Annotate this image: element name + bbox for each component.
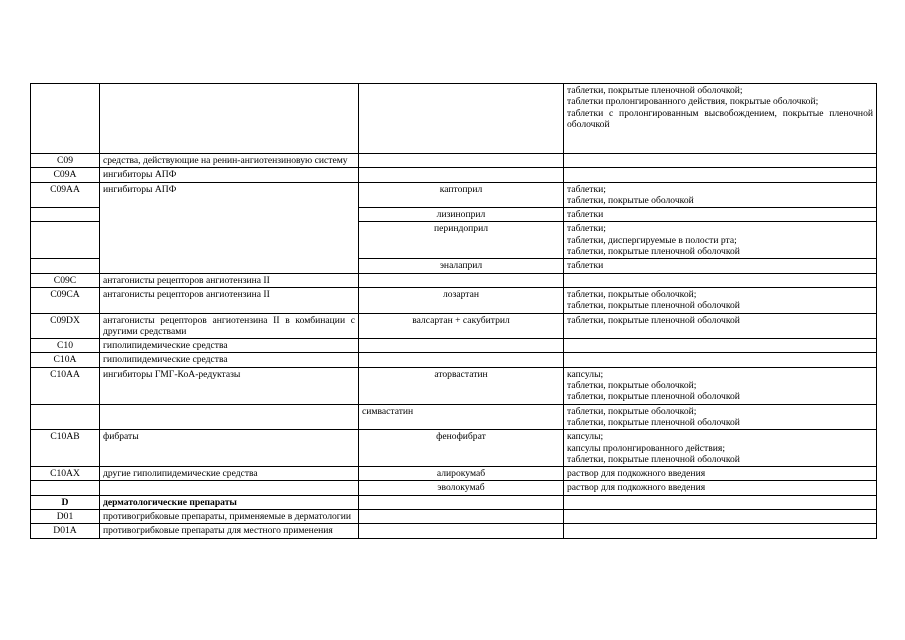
- group-cell: антагонисты рецепторов ангиотензина II: [100, 273, 359, 287]
- atc-code-cell: [31, 259, 100, 273]
- group-cell: дерматологические препараты: [100, 495, 359, 509]
- substance-cell: алирокумаб: [359, 467, 564, 481]
- atc-code-cell: [31, 84, 100, 154]
- dosage-form-line: таблетки, покрытые оболочкой;: [567, 288, 697, 300]
- dosage-form-cell: [564, 182, 877, 208]
- dosage-form-cell: [564, 367, 877, 404]
- atc-code-cell: [31, 404, 100, 430]
- substance-cell: валсартан + сакубитрил: [359, 313, 564, 339]
- atc-code-cell: C10AX: [31, 467, 100, 481]
- group-cell: ингибиторы ГМГ-КоА-редуктазы: [100, 367, 359, 404]
- group-cell: другие гиполипидемические средства: [100, 467, 359, 481]
- dosage-form-cell: [564, 287, 877, 313]
- dosage-form-line: таблетки, покрытые оболочкой: [567, 194, 694, 206]
- substance-cell: лизиноприл: [359, 208, 564, 222]
- atc-code-cell: D01: [31, 510, 100, 524]
- substance-cell: симвастатин: [359, 404, 564, 430]
- dosage-form-line: таблетки с пролонгированным высвобождением, покрытые пленочной оболочкой: [567, 107, 873, 130]
- substance-cell: [359, 168, 564, 182]
- dosage-form-line: таблетки: [567, 209, 604, 221]
- atc-code-cell: [31, 222, 100, 259]
- dosage-form-line: таблетки, покрытые оболочкой;: [567, 380, 697, 392]
- group-cell: фибраты: [100, 430, 359, 467]
- dosage-form-line: таблетки, покрытые пленочной оболочкой: [567, 453, 740, 465]
- atc-code-cell: D01A: [31, 524, 100, 538]
- atc-code-cell: C10AA: [31, 367, 100, 404]
- group-cell: средства, действующие на ренин-ангиотензиновую систему: [100, 154, 359, 168]
- group-cell: противогрибковые препараты, применяемые в дерматологии: [100, 510, 359, 524]
- substance-cell: [359, 154, 564, 168]
- table-row: [31, 313, 877, 339]
- table-row: [31, 154, 877, 168]
- group-cell: [100, 404, 359, 430]
- dosage-form-cell: [564, 273, 877, 287]
- dosage-form-line: таблетки, покрытые пленочной оболочкой;: [567, 85, 743, 96]
- atc-code-cell: C09: [31, 154, 100, 168]
- table-row: [31, 367, 877, 404]
- dosage-form-cell: [564, 404, 877, 430]
- dosage-form-line: таблетки пролонгированного действия, покрытые оболочкой;: [567, 96, 819, 108]
- table-row: [31, 467, 877, 481]
- table-row: [31, 404, 877, 430]
- substance-cell: [359, 510, 564, 524]
- group-cell: гиполипидемические средства: [100, 353, 359, 367]
- substance-cell: периндоприл: [359, 222, 564, 259]
- document-page: [30, 83, 876, 539]
- dosage-form-cell: [564, 313, 877, 339]
- atc-code-cell: C09CA: [31, 287, 100, 313]
- dosage-form-line: таблетки, покрытые оболочкой;: [567, 405, 697, 417]
- dosage-form-cell: [564, 154, 877, 168]
- atc-code-cell: C09DX: [31, 313, 100, 339]
- group-cell: гиполипидемические средства: [100, 339, 359, 353]
- dosage-form-cell: [564, 84, 877, 154]
- dosage-form-line: раствор для подкожного введения: [567, 482, 706, 494]
- table-row: [31, 182, 877, 208]
- group-cell: антагонисты рецепторов ангиотензина II: [100, 287, 359, 313]
- atc-code-cell: [31, 481, 100, 495]
- table-row: [31, 495, 877, 509]
- dosage-form-line: таблетки: [567, 260, 604, 272]
- atc-code-cell: C09AA: [31, 182, 100, 208]
- table-row: [31, 481, 877, 495]
- table-row: [31, 287, 877, 313]
- group-cell: противогрибковые препараты для местного применения: [100, 524, 359, 538]
- dosage-form-line: таблетки, покрытые пленочной оболочкой: [567, 300, 740, 312]
- dosage-form-cell: [564, 222, 877, 259]
- group-cell: [100, 481, 359, 495]
- dosage-form-line: таблетки;: [567, 183, 606, 195]
- dosage-form-line: таблетки, покрытые пленочной оболочкой: [567, 416, 740, 428]
- group-cell: антагонисты рецепторов ангиотензина II в комбинации с другими средствами: [100, 313, 359, 339]
- dosage-form-line: таблетки, покрытые пленочной оболочкой: [567, 314, 740, 326]
- group-cell: ингибиторы АПФ: [100, 182, 359, 273]
- dosage-form-cell: [564, 339, 877, 353]
- atc-code-cell: D: [31, 495, 100, 509]
- atc-code-cell: C10AB: [31, 430, 100, 467]
- table-row: [31, 339, 877, 353]
- substance-cell: эволокумаб: [359, 481, 564, 495]
- table-row: [31, 168, 877, 182]
- substance-cell: [359, 84, 564, 154]
- group-cell: ингибиторы АПФ: [100, 168, 359, 182]
- dosage-form-cell: [564, 259, 877, 273]
- substance-cell: [359, 353, 564, 367]
- table-row: [31, 353, 877, 367]
- substance-cell: каптоприл: [359, 182, 564, 208]
- dosage-form-line: таблетки, диспергируемые в полости рта;: [567, 234, 737, 246]
- table-row: [31, 84, 877, 154]
- dosage-form-cell: [564, 208, 877, 222]
- atc-code-cell: C09C: [31, 273, 100, 287]
- drug-table: [30, 83, 877, 539]
- substance-cell: эналаприл: [359, 259, 564, 273]
- table-row: [31, 524, 877, 538]
- atc-code-cell: C10: [31, 339, 100, 353]
- dosage-form-line: таблетки, покрытые пленочной оболочкой: [567, 391, 740, 403]
- dosage-form-line: капсулы;: [567, 431, 604, 443]
- dosage-form-cell: [564, 467, 877, 481]
- dosage-form-cell: [564, 495, 877, 509]
- dosage-form-line: капсулы пролонгированного действия;: [567, 442, 725, 454]
- table-row: [31, 273, 877, 287]
- substance-cell: [359, 273, 564, 287]
- substance-cell: фенофибрат: [359, 430, 564, 467]
- dosage-form-line: таблетки, покрытые пленочной оболочкой: [567, 246, 740, 258]
- substance-cell: аторвастатин: [359, 367, 564, 404]
- atc-code-cell: C10A: [31, 353, 100, 367]
- dosage-form-line: таблетки;: [567, 223, 606, 235]
- dosage-form-line: раствор для подкожного введения: [567, 468, 706, 480]
- substance-cell: [359, 524, 564, 538]
- dosage-form-cell: [564, 168, 877, 182]
- dosage-form-cell: [564, 481, 877, 495]
- substance-cell: [359, 339, 564, 353]
- substance-cell: лозартан: [359, 287, 564, 313]
- dosage-form-cell: [564, 510, 877, 524]
- dosage-form-line: капсулы;: [567, 368, 604, 380]
- atc-code-cell: [31, 208, 100, 222]
- group-cell: [100, 84, 359, 154]
- atc-code-cell: C09A: [31, 168, 100, 182]
- table-row: [31, 510, 877, 524]
- dosage-form-cell: [564, 353, 877, 367]
- table-row: [31, 430, 877, 467]
- dosage-form-cell: [564, 524, 877, 538]
- dosage-form-cell: [564, 430, 877, 467]
- substance-cell: [359, 495, 564, 509]
